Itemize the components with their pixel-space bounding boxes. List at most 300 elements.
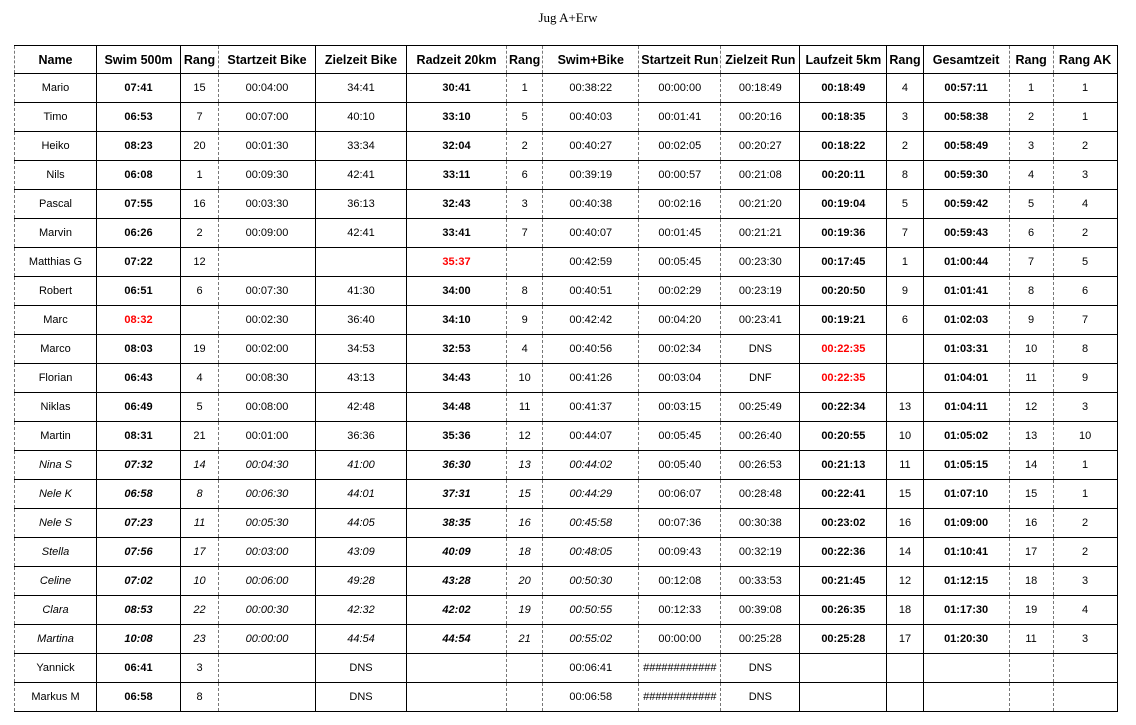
table-row <box>15 364 1118 393</box>
results-table-body <box>15 74 1118 712</box>
athlete-name-cell: Nele S <box>15 509 97 538</box>
table-cell: 00:42:42 <box>543 306 639 335</box>
table-cell: 00:48:05 <box>543 538 639 567</box>
table-cell <box>1053 654 1117 683</box>
header-cell: Startzeit Bike <box>219 46 316 74</box>
table-cell: 00:45:58 <box>543 509 639 538</box>
table-cell: 5 <box>1053 248 1117 277</box>
results-table <box>14 45 1118 712</box>
table-cell: 00:26:40 <box>721 422 800 451</box>
athlete-name-cell: Timo <box>15 103 97 132</box>
table-cell: 00:05:40 <box>639 451 721 480</box>
table-cell: 17 <box>181 538 219 567</box>
table-cell: 15 <box>1009 480 1053 509</box>
table-cell: 2 <box>1053 132 1117 161</box>
table-cell: 15 <box>181 74 219 103</box>
table-cell: 7 <box>181 103 219 132</box>
table-cell: 00:26:53 <box>721 451 800 480</box>
table-cell: 8 <box>181 683 219 712</box>
table-row <box>15 248 1118 277</box>
table-cell: 00:40:03 <box>543 103 639 132</box>
table-cell: 49:28 <box>316 567 407 596</box>
table-cell: 34:41 <box>316 74 407 103</box>
table-cell: 00:06:00 <box>219 567 316 596</box>
table-cell: 16 <box>507 509 543 538</box>
table-cell: 11 <box>887 451 923 480</box>
table-cell: 00:04:30 <box>219 451 316 480</box>
table-cell: DNF <box>721 364 800 393</box>
table-cell: 40:09 <box>407 538 507 567</box>
table-cell: 00:01:45 <box>639 219 721 248</box>
athlete-name-cell: Florian <box>15 364 97 393</box>
table-cell: 10 <box>887 422 923 451</box>
table-cell: 00:20:55 <box>800 422 887 451</box>
athlete-name-cell: Marco <box>15 335 97 364</box>
table-cell <box>219 683 316 712</box>
table-cell: 2 <box>507 132 543 161</box>
table-cell: 35:36 <box>407 422 507 451</box>
table-cell: 00:22:36 <box>800 538 887 567</box>
table-cell: 18 <box>507 538 543 567</box>
table-cell: 17 <box>1009 538 1053 567</box>
table-cell: 00:07:00 <box>219 103 316 132</box>
table-row <box>15 219 1118 248</box>
table-cell: 5 <box>1009 190 1053 219</box>
table-cell: 3 <box>1009 132 1053 161</box>
table-cell <box>407 654 507 683</box>
table-cell: 6 <box>1053 277 1117 306</box>
table-cell: 06:43 <box>97 364 181 393</box>
table-cell: 00:41:37 <box>543 393 639 422</box>
table-cell: ############ <box>639 654 721 683</box>
header-cell: Rang <box>887 46 923 74</box>
table-cell: 06:58 <box>97 683 181 712</box>
table-cell: 00:40:27 <box>543 132 639 161</box>
table-cell <box>407 683 507 712</box>
table-cell: 00:03:30 <box>219 190 316 219</box>
table-cell: 00:00:30 <box>219 596 316 625</box>
table-row <box>15 625 1118 654</box>
table-cell: 00:19:04 <box>800 190 887 219</box>
table-cell: 11 <box>1009 364 1053 393</box>
table-cell: 12 <box>181 248 219 277</box>
table-cell: 00:40:07 <box>543 219 639 248</box>
table-cell: 08:32 <box>97 306 181 335</box>
table-cell: 00:06:41 <box>543 654 639 683</box>
table-cell: 00:25:28 <box>800 625 887 654</box>
table-cell: 3 <box>1053 567 1117 596</box>
table-cell: 7 <box>1009 248 1053 277</box>
table-cell: 06:08 <box>97 161 181 190</box>
table-row <box>15 596 1118 625</box>
header-row <box>15 46 1118 74</box>
table-cell: 00:21:08 <box>721 161 800 190</box>
table-cell: 01:20:30 <box>923 625 1009 654</box>
table-cell: 00:20:50 <box>800 277 887 306</box>
table-cell: 00:26:35 <box>800 596 887 625</box>
header-cell: Rang <box>181 46 219 74</box>
table-cell: 06:26 <box>97 219 181 248</box>
table-cell: 00:00:00 <box>219 625 316 654</box>
table-cell: 00:50:30 <box>543 567 639 596</box>
athlete-name-cell: Martina <box>15 625 97 654</box>
table-cell: 1 <box>1009 74 1053 103</box>
table-cell: 01:12:15 <box>923 567 1009 596</box>
table-cell: 14 <box>1009 451 1053 480</box>
table-cell: 8 <box>1009 277 1053 306</box>
table-cell: 00:05:45 <box>639 248 721 277</box>
table-cell: 00:07:30 <box>219 277 316 306</box>
table-cell: 00:02:30 <box>219 306 316 335</box>
table-cell: 40:10 <box>316 103 407 132</box>
table-cell: 00:01:00 <box>219 422 316 451</box>
athlete-name-cell: Clara <box>15 596 97 625</box>
table-cell: 08:03 <box>97 335 181 364</box>
table-cell: 2 <box>1053 509 1117 538</box>
table-cell: 36:40 <box>316 306 407 335</box>
table-cell: 00:44:07 <box>543 422 639 451</box>
page-title: Jug A+Erw <box>538 10 598 25</box>
table-cell: 6 <box>1009 219 1053 248</box>
table-cell: 00:57:11 <box>923 74 1009 103</box>
table-cell: 17 <box>887 625 923 654</box>
table-cell: 5 <box>181 393 219 422</box>
table-cell: 34:43 <box>407 364 507 393</box>
table-cell: 4 <box>1009 161 1053 190</box>
table-cell: 13 <box>1009 422 1053 451</box>
table-cell: 00:22:35 <box>800 335 887 364</box>
table-cell: 01:03:31 <box>923 335 1009 364</box>
table-cell: 34:00 <box>407 277 507 306</box>
table-cell: 2 <box>887 132 923 161</box>
table-cell: 8 <box>507 277 543 306</box>
table-cell: 13 <box>887 393 923 422</box>
table-cell: 00:03:15 <box>639 393 721 422</box>
table-cell: 18 <box>887 596 923 625</box>
athlete-name-cell: Pascal <box>15 190 97 219</box>
table-cell: 42:41 <box>316 219 407 248</box>
table-cell <box>316 248 407 277</box>
table-cell: 10:08 <box>97 625 181 654</box>
table-cell: 8 <box>1053 335 1117 364</box>
table-cell: 01:17:30 <box>923 596 1009 625</box>
table-cell: 00:04:00 <box>219 74 316 103</box>
table-cell: 07:56 <box>97 538 181 567</box>
table-cell: 00:06:30 <box>219 480 316 509</box>
table-cell: 43:13 <box>316 364 407 393</box>
table-cell <box>923 654 1009 683</box>
header-cell: Rang AK <box>1053 46 1117 74</box>
table-cell: 33:10 <box>407 103 507 132</box>
table-cell: 00:06:58 <box>543 683 639 712</box>
table-cell: 19 <box>1009 596 1053 625</box>
table-cell <box>507 248 543 277</box>
table-cell: 00:01:30 <box>219 132 316 161</box>
table-cell: 2 <box>1053 538 1117 567</box>
table-cell: 2 <box>181 219 219 248</box>
table-cell: 33:41 <box>407 219 507 248</box>
table-row <box>15 538 1118 567</box>
table-cell: 3 <box>507 190 543 219</box>
table-cell: DNS <box>721 654 800 683</box>
table-cell: 00:44:29 <box>543 480 639 509</box>
table-cell: 00:21:45 <box>800 567 887 596</box>
header-cell: Zielzeit Bike <box>316 46 407 74</box>
table-cell: 00:23:41 <box>721 306 800 335</box>
table-cell: 00:59:43 <box>923 219 1009 248</box>
table-row <box>15 567 1118 596</box>
table-cell: 00:17:45 <box>800 248 887 277</box>
table-cell: 00:28:48 <box>721 480 800 509</box>
athlete-name-cell: Nina S <box>15 451 97 480</box>
table-row <box>15 74 1118 103</box>
athlete-name-cell: Celine <box>15 567 97 596</box>
athlete-name-cell: Heiko <box>15 132 97 161</box>
table-row <box>15 451 1118 480</box>
table-cell <box>887 683 923 712</box>
table-cell: DNS <box>316 683 407 712</box>
header-cell: Laufzeit 5km <box>800 46 887 74</box>
athlete-name-cell: Markus M <box>15 683 97 712</box>
table-cell: 1 <box>507 74 543 103</box>
table-cell: 00:55:02 <box>543 625 639 654</box>
athlete-name-cell: Marvin <box>15 219 97 248</box>
table-cell <box>887 654 923 683</box>
table-cell: 9 <box>1009 306 1053 335</box>
table-cell: 22 <box>181 596 219 625</box>
table-cell: 19 <box>507 596 543 625</box>
table-cell: 00:58:49 <box>923 132 1009 161</box>
athlete-name-cell: Nele K <box>15 480 97 509</box>
table-cell: 5 <box>507 103 543 132</box>
table-cell: 00:00:00 <box>639 74 721 103</box>
header-cell: Zielzeit Run <box>721 46 800 74</box>
table-cell: 12 <box>1009 393 1053 422</box>
table-row <box>15 654 1118 683</box>
table-cell: 00:40:51 <box>543 277 639 306</box>
table-cell <box>219 654 316 683</box>
table-cell: 20 <box>181 132 219 161</box>
table-cell: 00:05:30 <box>219 509 316 538</box>
table-row <box>15 422 1118 451</box>
table-cell: 00:09:30 <box>219 161 316 190</box>
table-cell: 30:41 <box>407 74 507 103</box>
table-cell: 1 <box>1053 74 1117 103</box>
table-cell: 44:54 <box>316 625 407 654</box>
table-cell: 4 <box>507 335 543 364</box>
table-cell <box>800 683 887 712</box>
table-cell <box>181 306 219 335</box>
table-cell: 01:05:02 <box>923 422 1009 451</box>
table-cell: 01:05:15 <box>923 451 1009 480</box>
table-cell: 00:01:41 <box>639 103 721 132</box>
athlete-name-cell: Stella <box>15 538 97 567</box>
table-cell: 3 <box>1053 161 1117 190</box>
table-cell: 00:02:16 <box>639 190 721 219</box>
table-cell: 34:10 <box>407 306 507 335</box>
table-cell: 34:48 <box>407 393 507 422</box>
table-cell: 4 <box>1053 596 1117 625</box>
table-cell: 00:07:36 <box>639 509 721 538</box>
header-cell: Startzeit Run <box>639 46 721 74</box>
table-cell: 00:02:05 <box>639 132 721 161</box>
table-cell: 00:23:02 <box>800 509 887 538</box>
table-cell: 00:33:53 <box>721 567 800 596</box>
table-cell: 10 <box>1009 335 1053 364</box>
table-cell: 00:12:33 <box>639 596 721 625</box>
table-cell: 00:03:04 <box>639 364 721 393</box>
athlete-name-cell: Mario <box>15 74 97 103</box>
table-cell: 06:41 <box>97 654 181 683</box>
table-cell: 19 <box>181 335 219 364</box>
table-cell: 16 <box>887 509 923 538</box>
table-cell: 00:00:57 <box>639 161 721 190</box>
table-cell: 5 <box>887 190 923 219</box>
table-row <box>15 335 1118 364</box>
table-cell: 38:35 <box>407 509 507 538</box>
table-cell: 44:05 <box>316 509 407 538</box>
table-cell: 00:04:20 <box>639 306 721 335</box>
table-cell: 10 <box>181 567 219 596</box>
table-cell: 43:28 <box>407 567 507 596</box>
table-cell: 01:10:41 <box>923 538 1009 567</box>
table-cell: 00:40:56 <box>543 335 639 364</box>
table-cell: 1 <box>1053 451 1117 480</box>
table-cell: 43:09 <box>316 538 407 567</box>
table-cell: 06:58 <box>97 480 181 509</box>
table-cell: 00:21:13 <box>800 451 887 480</box>
table-cell: 11 <box>1009 625 1053 654</box>
table-cell: 36:13 <box>316 190 407 219</box>
table-cell: 00:59:42 <box>923 190 1009 219</box>
table-cell: 34:53 <box>316 335 407 364</box>
table-cell: 42:41 <box>316 161 407 190</box>
header-cell: Radzeit 20km <box>407 46 507 74</box>
table-cell: 1 <box>1053 480 1117 509</box>
table-cell <box>1053 683 1117 712</box>
table-cell: 00:20:11 <box>800 161 887 190</box>
table-cell: 6 <box>507 161 543 190</box>
table-cell: 01:04:11 <box>923 393 1009 422</box>
table-cell: 10 <box>507 364 543 393</box>
table-cell: DNS <box>721 335 800 364</box>
table-cell: 00:19:36 <box>800 219 887 248</box>
table-cell: 44:01 <box>316 480 407 509</box>
table-cell: 3 <box>181 654 219 683</box>
table-cell: 8 <box>181 480 219 509</box>
table-cell: 7 <box>507 219 543 248</box>
table-cell: 7 <box>887 219 923 248</box>
table-cell <box>507 654 543 683</box>
table-cell: 21 <box>181 422 219 451</box>
table-cell: 3 <box>887 103 923 132</box>
table-cell: 32:04 <box>407 132 507 161</box>
table-cell: 00:19:21 <box>800 306 887 335</box>
table-row <box>15 683 1118 712</box>
table-cell: 41:00 <box>316 451 407 480</box>
table-cell: 07:02 <box>97 567 181 596</box>
table-cell: 00:00:00 <box>639 625 721 654</box>
table-cell: 07:32 <box>97 451 181 480</box>
table-cell: 00:59:30 <box>923 161 1009 190</box>
table-cell <box>507 683 543 712</box>
table-cell: 00:22:41 <box>800 480 887 509</box>
table-cell: 00:39:08 <box>721 596 800 625</box>
athlete-name-cell: Robert <box>15 277 97 306</box>
table-cell: 01:00:44 <box>923 248 1009 277</box>
table-cell: 00:08:30 <box>219 364 316 393</box>
header-cell: Rang <box>1009 46 1053 74</box>
table-cell: 07:22 <box>97 248 181 277</box>
table-cell: 00:22:34 <box>800 393 887 422</box>
table-cell: 00:03:00 <box>219 538 316 567</box>
table-cell: 00:02:29 <box>639 277 721 306</box>
table-cell: 6 <box>887 306 923 335</box>
table-cell: 42:02 <box>407 596 507 625</box>
table-cell: 00:23:19 <box>721 277 800 306</box>
table-row <box>15 306 1118 335</box>
table-cell: 00:18:49 <box>800 74 887 103</box>
table-row <box>15 132 1118 161</box>
table-cell: DNS <box>721 683 800 712</box>
table-cell: 36:30 <box>407 451 507 480</box>
table-row <box>15 393 1118 422</box>
table-cell: 44:54 <box>407 625 507 654</box>
table-cell: 20 <box>507 567 543 596</box>
table-cell: 00:21:20 <box>721 190 800 219</box>
table-cell: 14 <box>887 538 923 567</box>
table-row <box>15 509 1118 538</box>
table-cell: 01:04:01 <box>923 364 1009 393</box>
table-cell: ############ <box>639 683 721 712</box>
table-cell: 1 <box>181 161 219 190</box>
table-cell: 00:08:00 <box>219 393 316 422</box>
table-cell: 35:37 <box>407 248 507 277</box>
table-cell: 00:05:45 <box>639 422 721 451</box>
table-cell: 01:01:41 <box>923 277 1009 306</box>
table-cell: 2 <box>1053 219 1117 248</box>
table-cell: 01:02:03 <box>923 306 1009 335</box>
table-cell: 42:32 <box>316 596 407 625</box>
table-cell: 00:12:08 <box>639 567 721 596</box>
header-cell: Swim 500m <box>97 46 181 74</box>
athlete-name-cell: Matthias G <box>15 248 97 277</box>
table-cell: 32:53 <box>407 335 507 364</box>
table-cell: 07:23 <box>97 509 181 538</box>
table-cell: 4 <box>181 364 219 393</box>
table-cell: 00:18:35 <box>800 103 887 132</box>
table-cell: 00:25:49 <box>721 393 800 422</box>
table-cell: 06:51 <box>97 277 181 306</box>
table-cell: DNS <box>316 654 407 683</box>
header-cell: Rang <box>507 46 543 74</box>
table-cell: 4 <box>1053 190 1117 219</box>
table-cell: 32:43 <box>407 190 507 219</box>
table-cell: 00:30:38 <box>721 509 800 538</box>
header-cell: Swim+Bike <box>543 46 639 74</box>
table-cell: 15 <box>887 480 923 509</box>
table-cell: 11 <box>181 509 219 538</box>
table-cell: 00:20:27 <box>721 132 800 161</box>
table-row <box>15 190 1118 219</box>
table-cell: 00:39:19 <box>543 161 639 190</box>
table-cell: 14 <box>181 451 219 480</box>
table-cell: 08:31 <box>97 422 181 451</box>
table-cell: 33:11 <box>407 161 507 190</box>
table-cell: 00:18:49 <box>721 74 800 103</box>
table-cell: 00:09:00 <box>219 219 316 248</box>
athlete-name-cell: Martin <box>15 422 97 451</box>
